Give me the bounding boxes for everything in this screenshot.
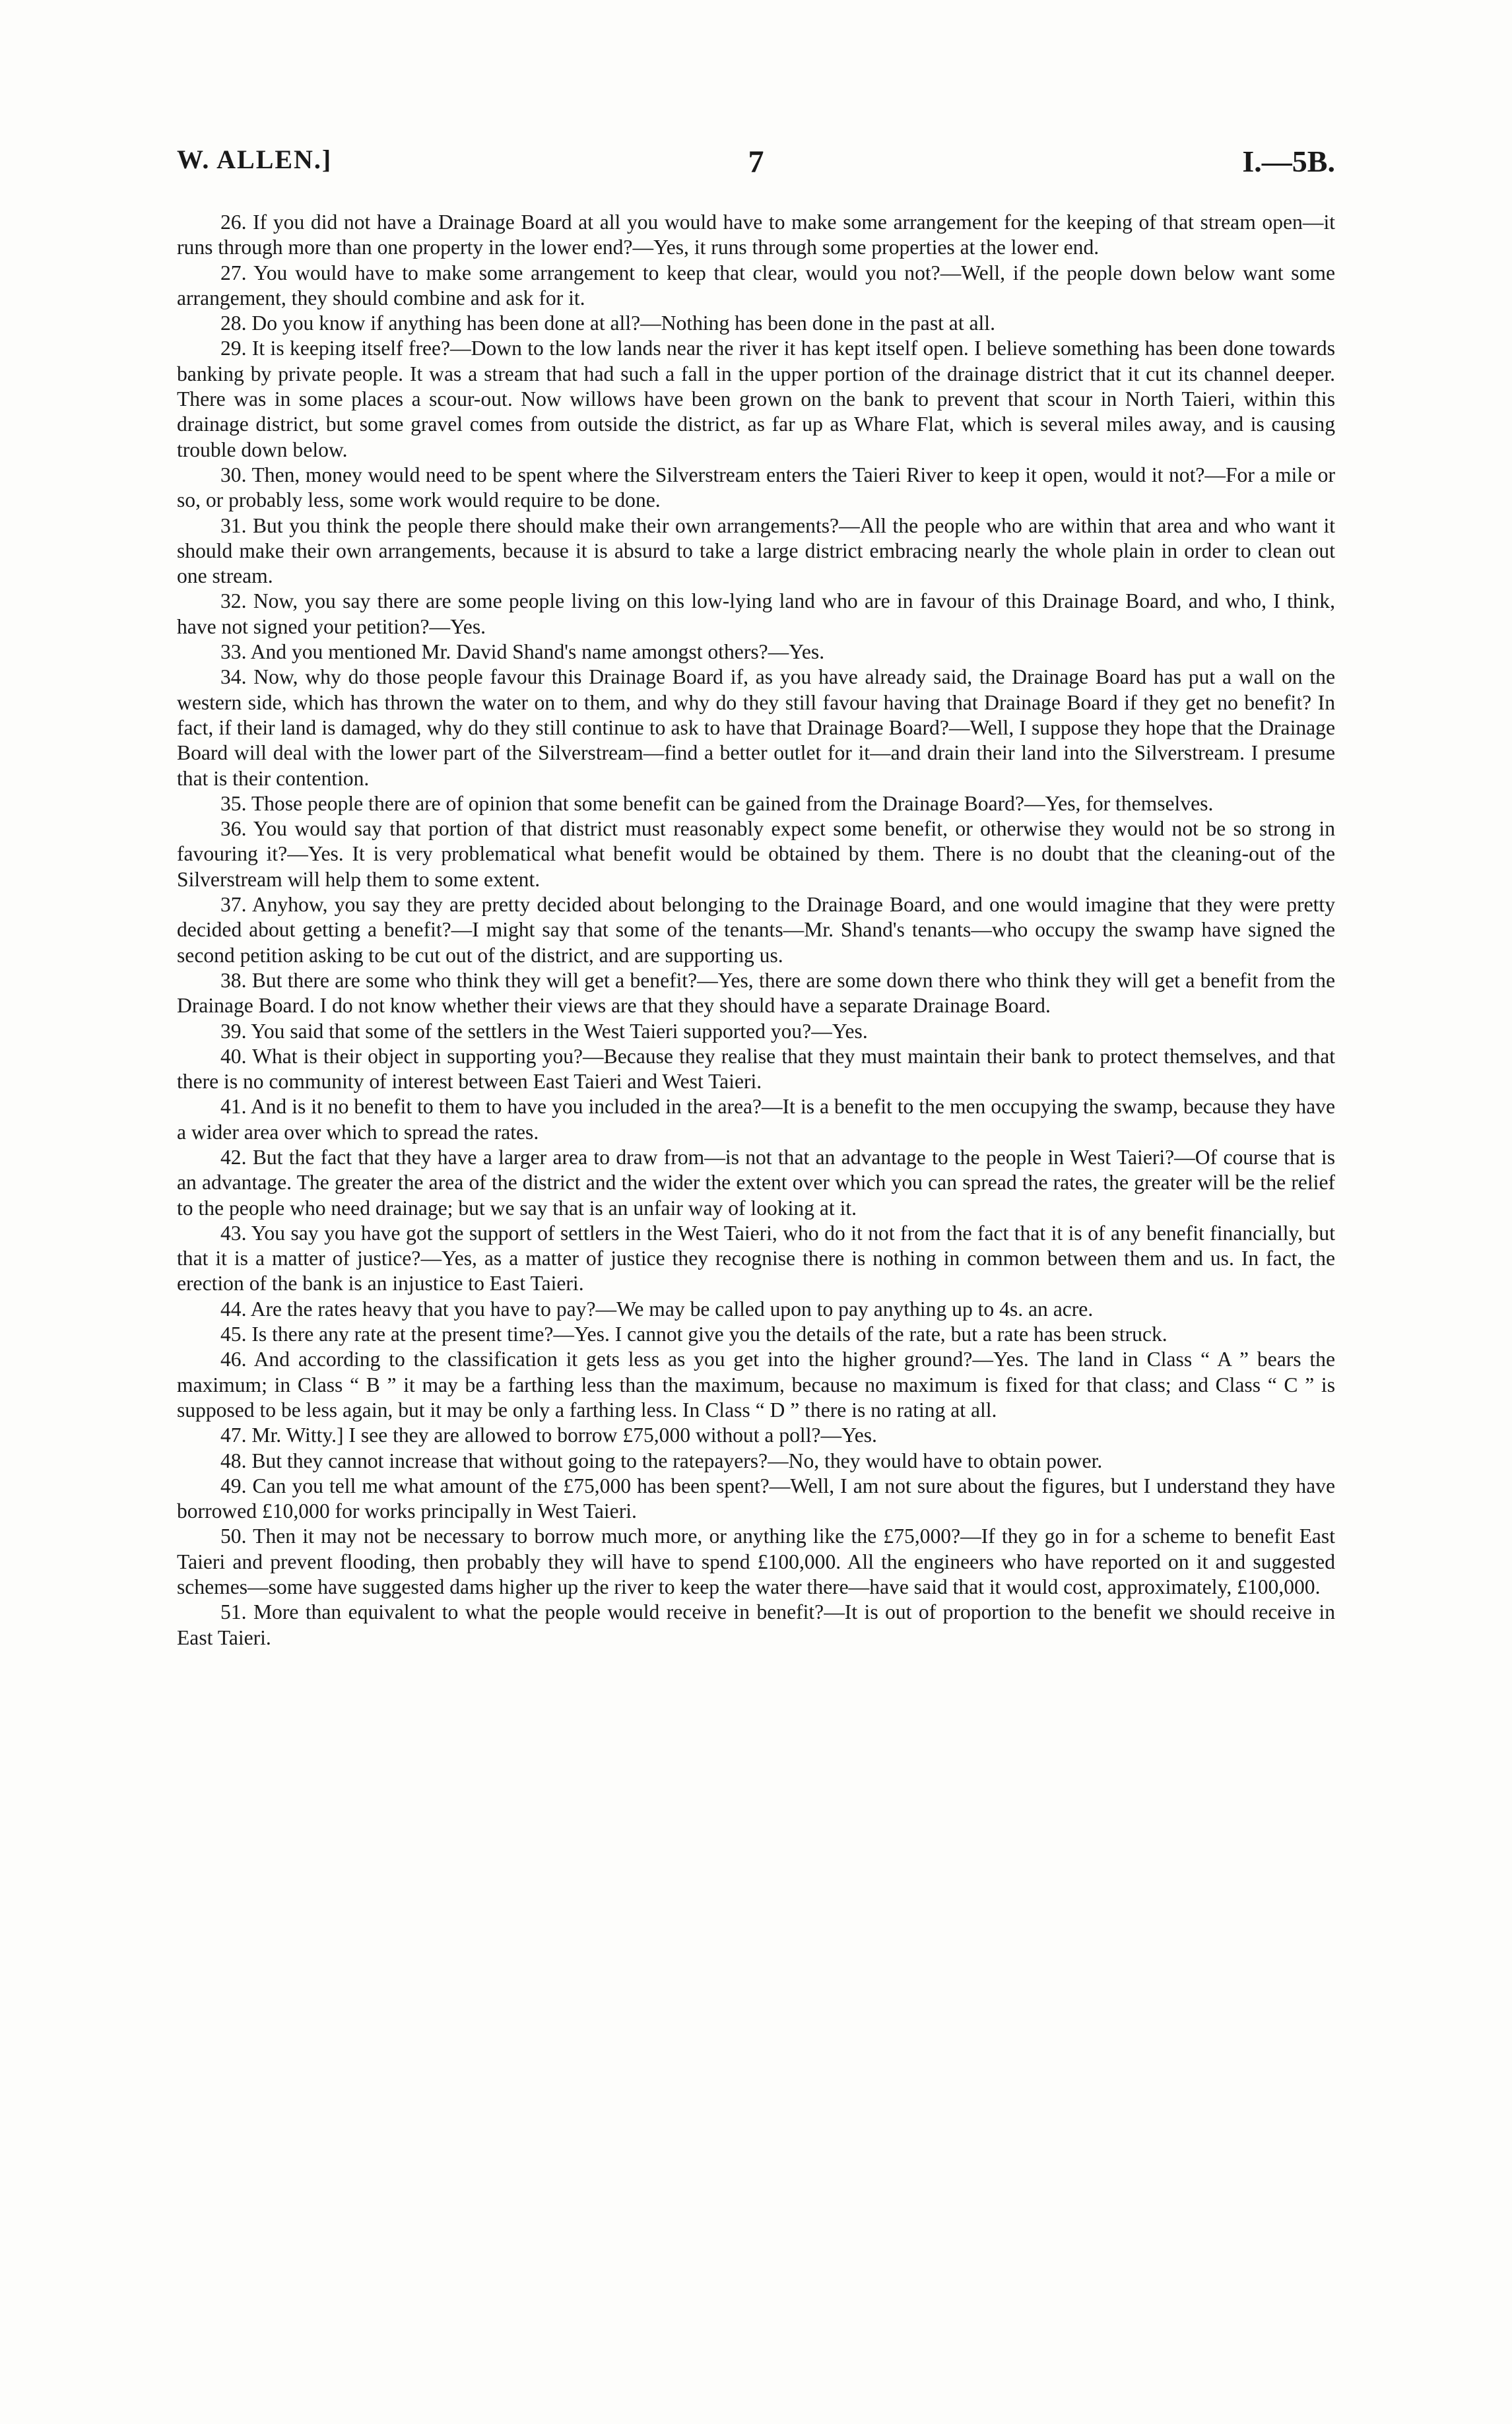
question-33: 33. And you mentioned Mr. David Shand's name amongst others?—Yes. bbox=[220, 640, 825, 664]
page-number: 7 bbox=[748, 145, 764, 180]
testimony-body bbox=[177, 210, 1335, 1651]
question-27: 27. You would have to make some arrangement to keep that clear, would you not?—Well, if the people down below want some arrangement, they should combine and ask for it. bbox=[177, 261, 1335, 310]
witness-name: W. ALLEN.] bbox=[177, 145, 333, 174]
paper-reference: I.—5B. bbox=[1242, 145, 1335, 178]
question-35: 35. Those people there are of opinion that some benefit can be gained from the Drainage Board?—Yes, for themselves. bbox=[220, 791, 1214, 815]
question-41: 41. And is it no benefit to them to have you included in the area?—It is a benefit to the men occupying the swamp, because they have a wider area over which to spread the rates. bbox=[177, 1095, 1335, 1144]
question-46: 46. And according to the classification it gets less as you get into the higher ground?—Yes. The land in Class “ A ” bears the maximum; in Class “ B ” it may be a farthing less than the maximum, because no maximum is fixed for that class; and Class “ C ” is supposed to be less again, but it may be only a farthing less. In Class “ D ” there is no rating at all. bbox=[177, 1348, 1335, 1422]
question-37: 37. Anyhow, you say they are pretty decided about belonging to the Drainage Board, and one would imagine that they were pretty decided about getting a benefit?—I might say that some of the tenants—Mr. Shand's tenants—who occupy the swamp have signed the second petition asking to be cut out of the district, and are supporting us. bbox=[177, 893, 1335, 967]
question-50: 50. Then it may not be necessary to borrow much more, or anything like the £75,000?—If they go in for a scheme to benefit East Taieri and prevent flooding, then probably they will have to spend £100,000. All the engineers who have reported on it and suggested schemes—some have suggested dams higher up the river to keep the water there—have said that it would cost, approximately, £100,000. bbox=[177, 1524, 1335, 1599]
question-39: 39. You said that some of the settlers in the West Taieri supported you?—Yes. bbox=[220, 1019, 868, 1043]
question-51: 51. More than equivalent to what the people would receive in benefit?—It is out of proportion to the benefit we should receive in East Taieri. bbox=[177, 1600, 1335, 1649]
question-48: 48. But they cannot increase that without going to the ratepayers?—No, they would have to obtain power. bbox=[220, 1449, 1103, 1472]
page-header bbox=[177, 144, 1335, 183]
question-26: 26. If you did not have a Drainage Board at all you would have to make some arrangement for the keeping of that stream open—it runs through more than one property in the lower end?—Yes, it runs through some properties at the lower end. bbox=[177, 211, 1335, 259]
question-34: 34. Now, why do those people favour this Drainage Board if, as you have already said, the Drainage Board has put a wall on the western side, which has thrown the water on to them, and why do they still favour having that Drainage Board if they get no benefit? In fact, if their land is damaged, why do they still continue to ask to have that Drainage Board?—Well, I suppose they hope that the Drainage Board will deal with the lower part of the Silverstream—find a better outlet for it—and drain their land into the Silverstream. I presume that is their contention. bbox=[177, 665, 1335, 790]
question-38: 38. But there are some who think they will get a benefit?—Yes, there are some down there who think they will get a benefit from the Drainage Board. I do not know whether their views are that they should have a separate Drainage Board. bbox=[177, 968, 1335, 1018]
question-40: 40. What is their object in supporting you?—Because they realise that they must maintain their bank to protect themselves, and that there is no community of interest between East Taieri and West Taieri. bbox=[177, 1044, 1335, 1094]
question-49: 49. Can you tell me what amount of the £75,000 has been spent?—Well, I am not sure about the figures, but I understand they have borrowed £10,000 for works principally in West Taieri. bbox=[177, 1474, 1335, 1523]
question-43: 43. You say you have got the support of settlers in the West Taieri, who do it not from the fact that it is of any benefit financially, but that it is a matter of justice?—Yes, as a matter of justice they recognise there is nothing in common between them and us. In fact, the erection of the bank is an injustice to East Taieri. bbox=[177, 1221, 1335, 1295]
question-30: 30. Then, money would need to be spent where the Silverstream enters the Taieri River to keep it open, would it not?—For a mile or so, or probably less, some work would require to be done. bbox=[177, 463, 1335, 512]
question-44: 44. Are the rates heavy that you have to pay?—We may be called upon to pay anything up to 4s. an acre. bbox=[220, 1297, 1094, 1321]
question-45: 45. Is there any rate at the present time?—Yes. I cannot give you the details of the rate, but a rate has been struck. bbox=[220, 1323, 1167, 1346]
question-29: 29. It is keeping itself free?—Down to the low lands near the river it has kept itself open. I believe something has been done towards banking by private people. It was a stream that had such a fall in the upper portion of the drainage district that it cut its channel deeper. There was in some places a scour-out. Now willows have been grown on the bank to prevent that scour in North Taieri, within this drainage district, but some gravel comes from outside the district, as far up as Whare Flat, which is several miles away, and is causing trouble down below. bbox=[177, 337, 1335, 461]
question-32: 32. Now, you say there are some people living on this low-lying land who are in favour of this Drainage Board, and who, I think, have not signed your petition?—Yes. bbox=[177, 589, 1335, 638]
question-42: 42. But the fact that they have a larger area to draw from—is not that an advantage to the people in West Taieri?—Of course that is an advantage. The greater the area of the district and the wider the extent over which you can spread the rates, the greater will be the relief to the people who need drainage; but we say that is an unfair way of looking at it. bbox=[177, 1145, 1335, 1220]
question-47: 47. Mr. Witty.] I see they are allowed to borrow £75,000 without a poll?—Yes. bbox=[220, 1424, 877, 1447]
question-31: 31. But you think the people there should make their own arrangements?—All the people who are within that area and who want it should make their own arrangements, because it is absurd to take a large district embracing nearly the whole plain in order to clean out one stream. bbox=[177, 513, 1335, 588]
question-28: 28. Do you know if anything has been done at all?—Nothing has been done in the past at all. bbox=[220, 311, 995, 335]
question-36: 36. You would say that portion of that district must reasonably expect some benefit, or otherwise they would not be so strong in favouring it?—Yes. It is very problematical what benefit would be obtained by them. There is no doubt that the cleaning-out of the Silverstream will help them to some extent. bbox=[177, 817, 1335, 891]
